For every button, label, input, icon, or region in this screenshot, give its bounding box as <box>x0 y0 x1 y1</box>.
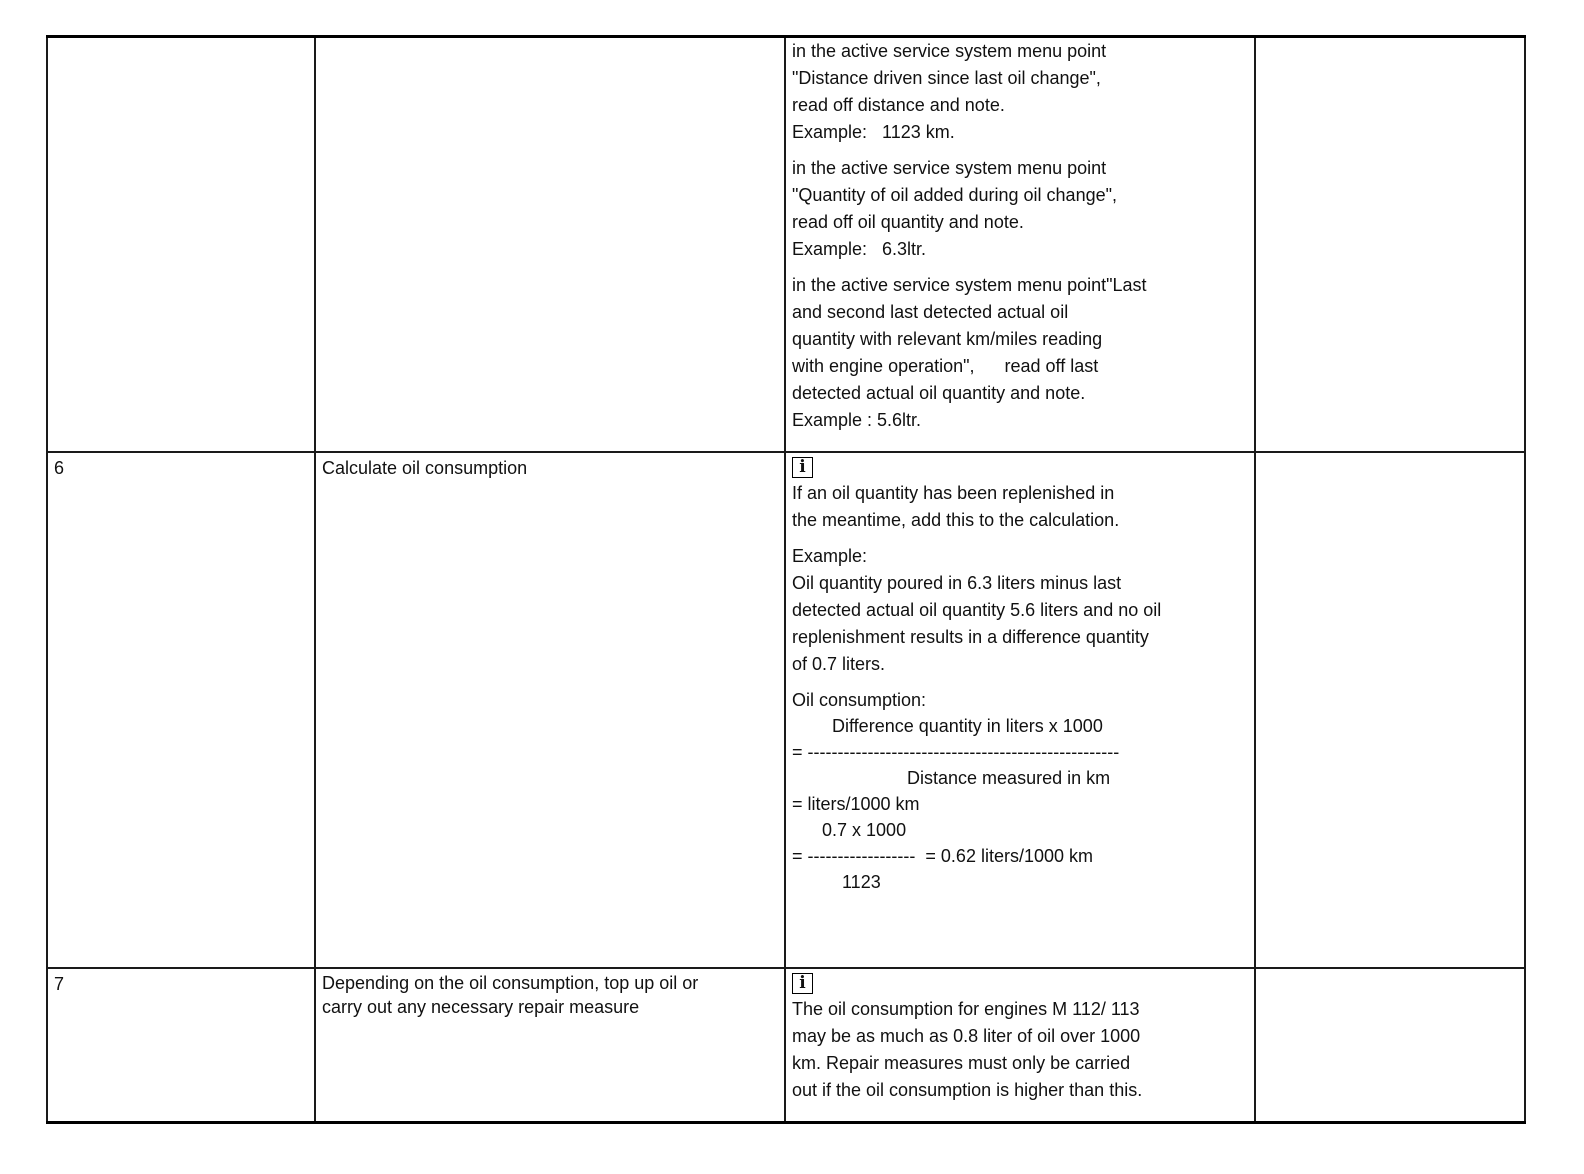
oil-consumption-formula: Oil consumption: Difference quantity in liters x 1000 = ---------------------------------------------------- Distance measured in km = liters/1000 km 0.7 x 1000 = ------------------ = 0.62 liters/1000 km 1123 <box>792 689 1120 892</box>
note-paragraph: The oil consumption for engines M 112/ 113 may be as much as 0.8 liter of oil over 1000 km. Repair measures must only be carried out if the oil consumption is higher than this. <box>792 998 1143 1100</box>
action-text: Calculate oil consumption <box>322 457 528 478</box>
info-icon: i <box>792 973 813 994</box>
step-number: 6 <box>54 457 65 478</box>
table-row <box>47 968 1525 1123</box>
info-icon: i <box>792 457 813 478</box>
extra-cell <box>1255 37 1525 452</box>
step-number <box>54 38 310 40</box>
note-paragraph: in the active service system menu point "Distance driven since last oil change", read off distance and note. Example: 1123 km. <box>792 41 1107 142</box>
table-row <box>47 452 1525 968</box>
note-paragraph: in the active service system menu point "Quantity of oil added during oil change", read off oil quantity and note. Example: 6.3ltr. <box>792 158 1117 259</box>
notes-cell <box>785 37 1255 452</box>
note-paragraph: Example: Oil quantity poured in 6.3 liters minus last detected actual oil quantity 5.6 liters and no oil replenishment results in a difference quantity of 0.7 liters. <box>792 545 1162 674</box>
procedure-table <box>46 35 1526 1124</box>
step-number-cell <box>47 968 315 1123</box>
action-cell <box>315 968 785 1123</box>
extra-cell <box>1255 452 1525 968</box>
step-number-cell <box>47 37 315 452</box>
extra-cell <box>1255 968 1525 1123</box>
action-cell <box>315 37 785 452</box>
note-paragraph: If an oil quantity has been replenished in the meantime, add this to the calculation. <box>792 482 1120 530</box>
notes-cell <box>785 968 1255 1123</box>
step-number-cell <box>47 452 315 968</box>
step-number: 7 <box>54 973 65 994</box>
notes-cell <box>785 452 1255 968</box>
action-cell <box>315 452 785 968</box>
note-paragraph: in the active service system menu point"Last and second last detected actual oil quantity with relevant km/miles reading with engine operation", read off last detected actual oil quantity and note. Example : 5.6ltr. <box>792 275 1147 430</box>
table-row <box>47 37 1525 452</box>
action-text: Depending on the oil consumption, top up oil or carry out any necessary repair measure <box>322 972 699 1017</box>
